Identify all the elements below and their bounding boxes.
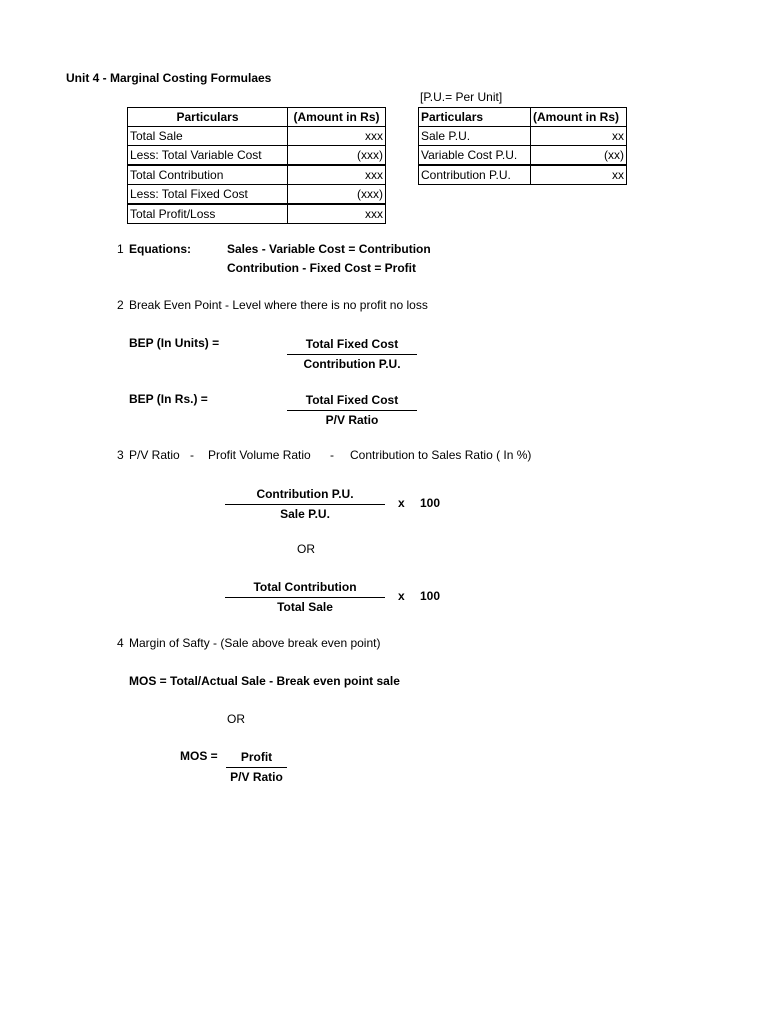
mos-label: MOS = bbox=[180, 749, 218, 763]
pv-ratio-label: P/V Ratio bbox=[129, 448, 180, 462]
table-header: Particulars bbox=[128, 108, 288, 127]
fraction-denominator: Sale P.U. bbox=[280, 507, 330, 521]
fraction-denominator: Total Sale bbox=[277, 600, 333, 614]
or-separator: OR bbox=[297, 542, 315, 556]
table-cell: Contribution P.U. bbox=[419, 165, 531, 185]
table-cell: Sale P.U. bbox=[419, 127, 531, 146]
fraction-numerator: Total Fixed Cost bbox=[287, 392, 417, 411]
bep-units-label: BEP (In Units) = bbox=[129, 336, 220, 350]
or-separator: OR bbox=[227, 712, 245, 726]
table-cell: Total Profit/Loss bbox=[128, 204, 288, 224]
fraction-numerator: Total Fixed Cost bbox=[287, 336, 417, 355]
table-row bbox=[128, 127, 386, 146]
table-cell: (xx) bbox=[531, 146, 627, 166]
section-number: 3 bbox=[117, 448, 124, 462]
pv-ratio-total-fraction bbox=[225, 579, 385, 616]
separator-dash: - bbox=[190, 448, 194, 462]
fraction-numerator: Total Contribution bbox=[225, 579, 385, 598]
table-row bbox=[128, 165, 386, 185]
fraction-denominator: P/V Ratio bbox=[325, 413, 379, 427]
table-cell: xxx bbox=[288, 127, 386, 146]
hundred-value: 100 bbox=[420, 589, 441, 603]
table-cell: (xxx) bbox=[288, 185, 386, 205]
table-cell: Total Contribution bbox=[128, 165, 288, 185]
table-cell: xxx bbox=[288, 165, 386, 185]
profit-volume-ratio-label: Profit Volume Ratio bbox=[208, 448, 311, 462]
table-header: (Amount in Rs) bbox=[531, 108, 627, 127]
table-cell: xx bbox=[531, 127, 627, 146]
equation-profit: Contribution - Fixed Cost = Profit bbox=[227, 261, 416, 275]
table-row bbox=[128, 185, 386, 205]
multiply-sign: x bbox=[398, 496, 405, 510]
section-number: 4 bbox=[117, 636, 124, 650]
mos-fraction bbox=[226, 749, 287, 786]
table-row bbox=[419, 146, 627, 166]
table-cell: xx bbox=[531, 165, 627, 185]
page-title: Unit 4 - Marginal Costing Formulaes bbox=[66, 71, 272, 85]
table-row bbox=[128, 146, 386, 166]
section-number: 1 bbox=[117, 242, 124, 256]
per-unit-table bbox=[418, 107, 627, 185]
table-row bbox=[419, 165, 627, 185]
table-cell: Less: Total Fixed Cost bbox=[128, 185, 288, 205]
separator-dash: - bbox=[330, 448, 334, 462]
per-unit-note: [P.U.= Per Unit] bbox=[420, 90, 503, 104]
fraction-denominator: Contribution P.U. bbox=[303, 357, 401, 371]
table-cell: Variable Cost P.U. bbox=[419, 146, 531, 166]
table-row bbox=[419, 127, 627, 146]
table-cell: Total Sale bbox=[128, 127, 288, 146]
table-cell: xxx bbox=[288, 204, 386, 224]
contribution-sales-ratio-label: Contribution to Sales Ratio ( In %) bbox=[350, 448, 532, 462]
mos-equation: MOS = Total/Actual Sale - Break even point sale bbox=[129, 674, 400, 688]
bep-rs-label: BEP (In Rs.) = bbox=[129, 392, 208, 406]
equations-label: Equations: bbox=[129, 242, 191, 256]
bep-units-fraction bbox=[287, 336, 417, 373]
fraction-numerator: Contribution P.U. bbox=[225, 486, 385, 505]
bep-rs-fraction bbox=[287, 392, 417, 429]
table-cell: (xxx) bbox=[288, 146, 386, 166]
equation-contribution: Sales - Variable Cost = Contribution bbox=[227, 242, 431, 256]
break-even-description: Break Even Point - Level where there is no profit no loss bbox=[129, 298, 428, 312]
table-row bbox=[128, 204, 386, 224]
table-cell: Less: Total Variable Cost bbox=[128, 146, 288, 166]
margin-of-safety-description: Margin of Safty - (Sale above break even point) bbox=[129, 636, 381, 650]
table-header: Particulars bbox=[419, 108, 531, 127]
table-header: (Amount in Rs) bbox=[288, 108, 386, 127]
total-amount-table bbox=[127, 107, 386, 224]
multiply-sign: x bbox=[398, 589, 405, 603]
fraction-numerator: Profit bbox=[226, 749, 287, 768]
section-number: 2 bbox=[117, 298, 124, 312]
fraction-denominator: P/V Ratio bbox=[230, 770, 283, 784]
pv-ratio-unit-fraction bbox=[225, 486, 385, 523]
hundred-value: 100 bbox=[420, 496, 441, 510]
